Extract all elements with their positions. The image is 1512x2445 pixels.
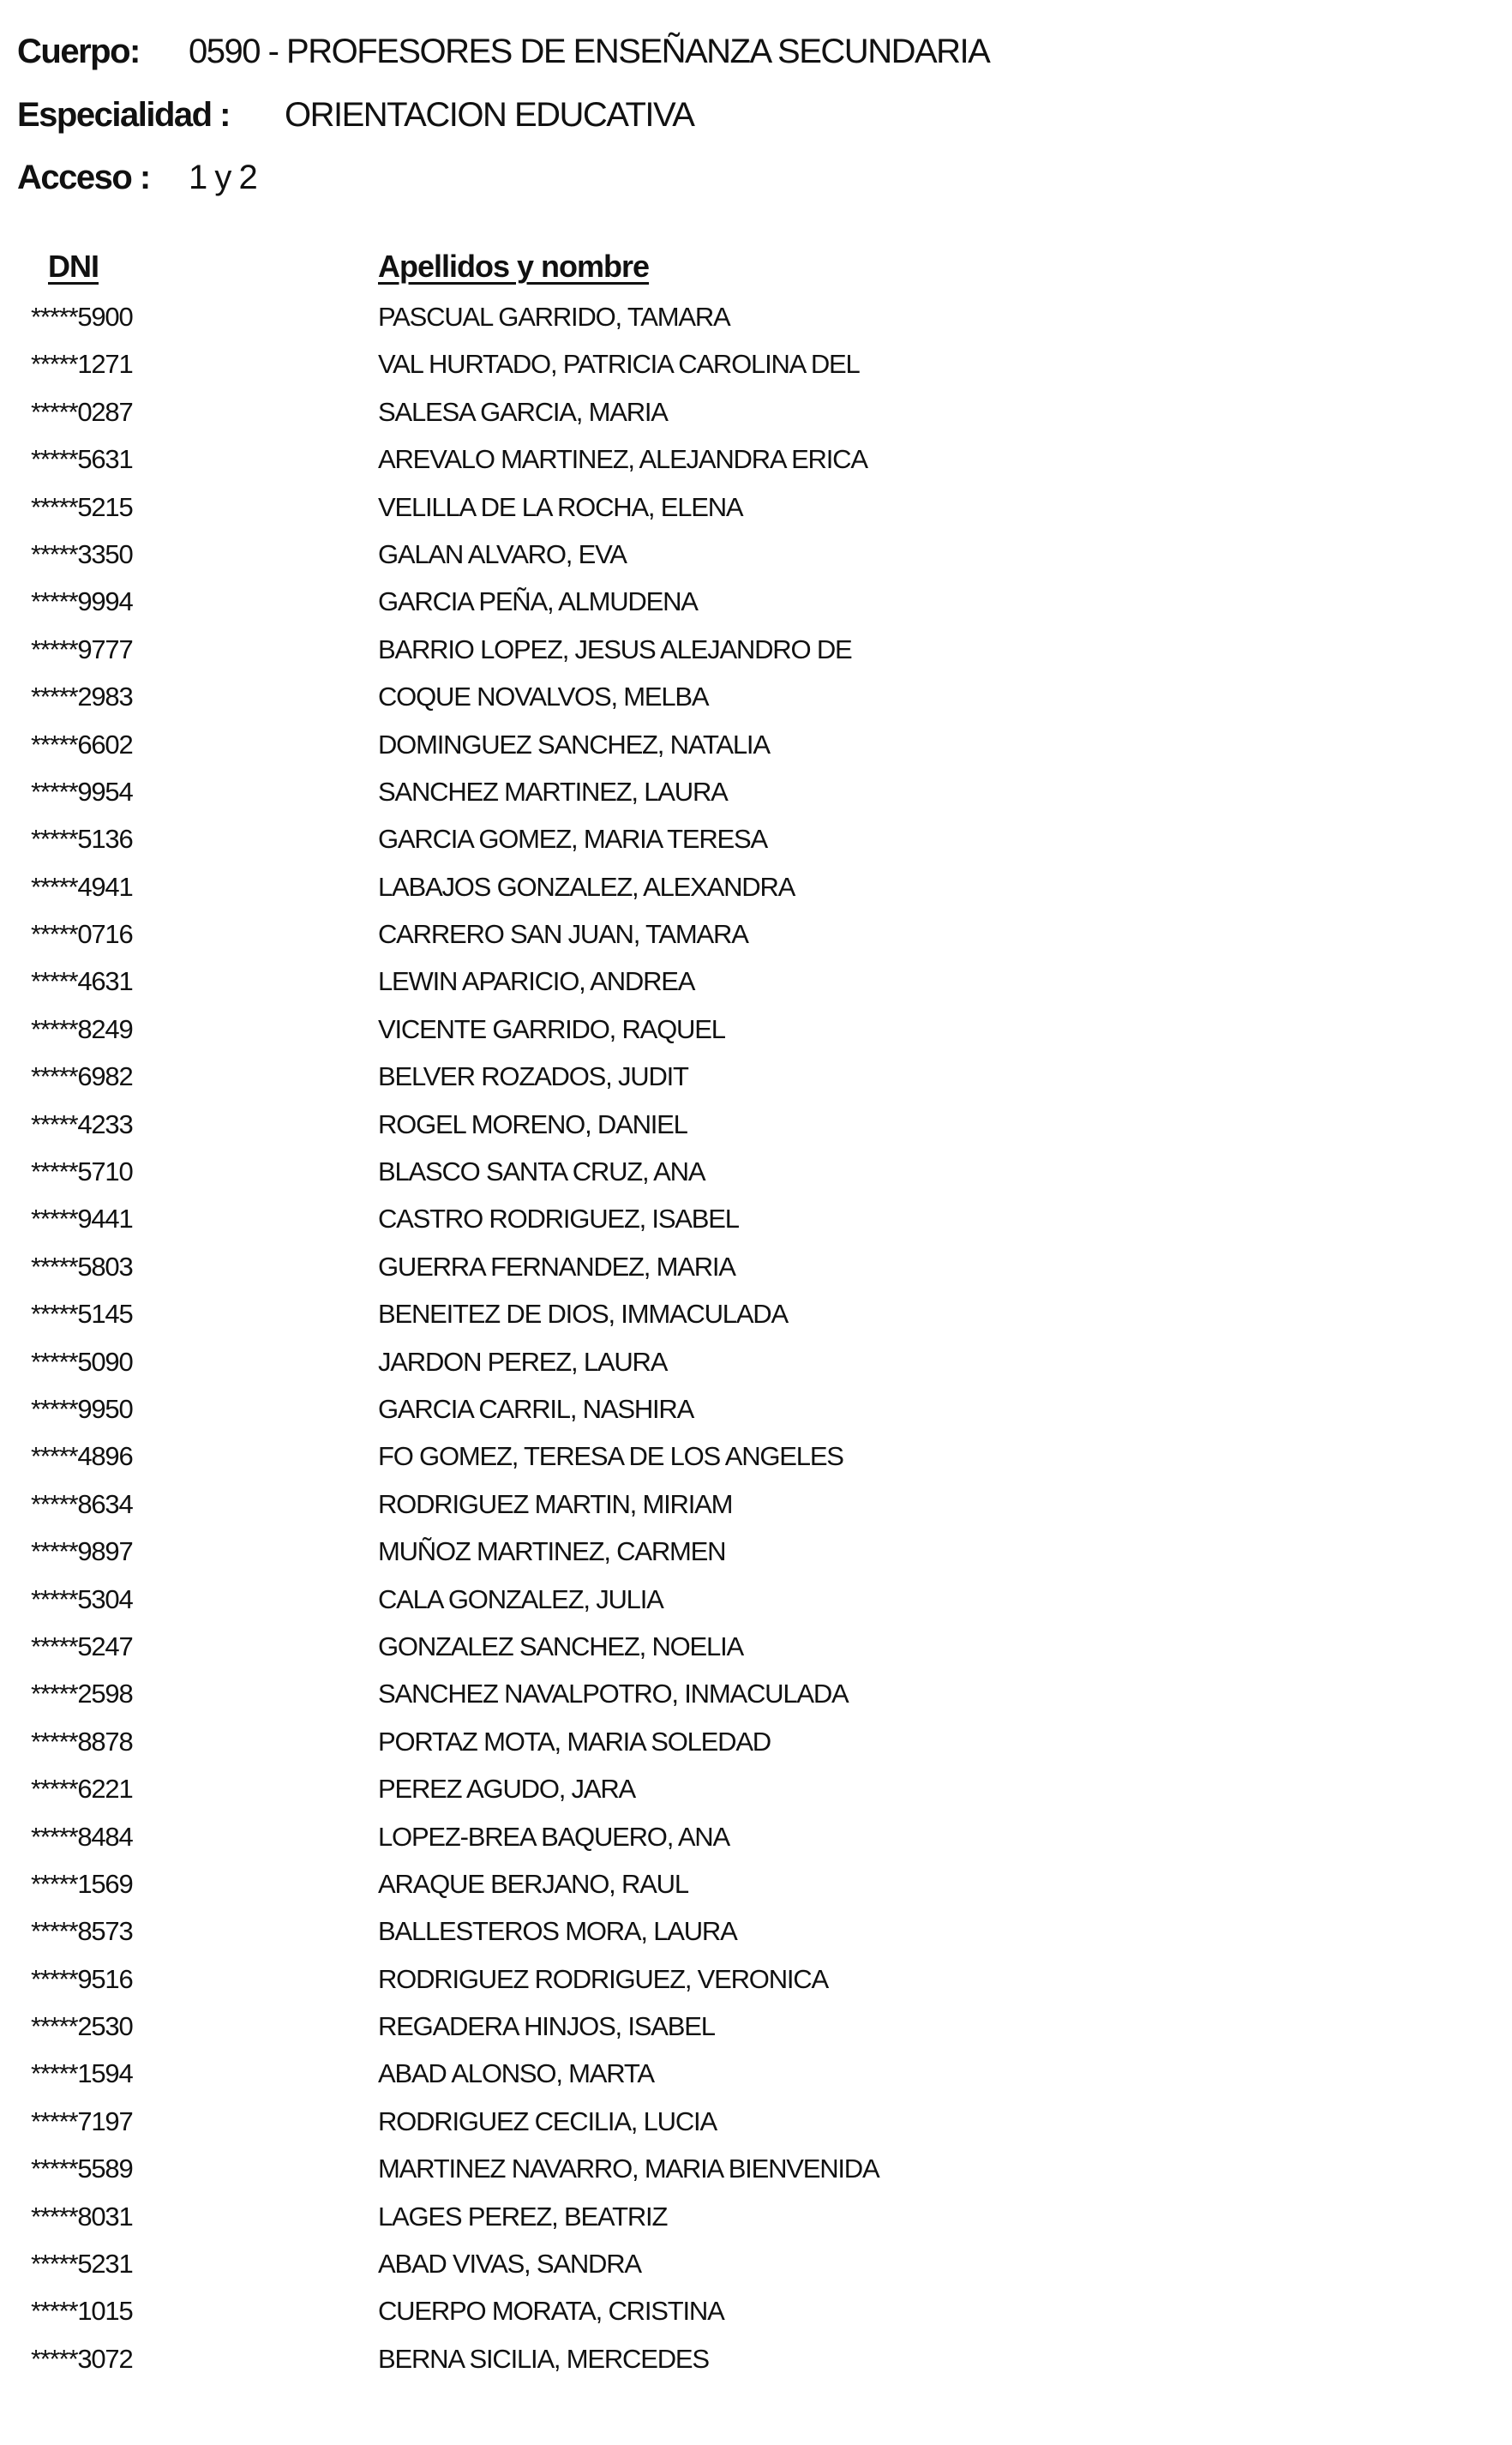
dni-cell: *****8031	[31, 2201, 133, 2232]
dni-cell: *****8634	[31, 1488, 133, 1519]
table-row	[0, 2287, 1512, 2334]
table-row	[0, 863, 1512, 910]
dni-cell: *****8573	[31, 1916, 133, 1947]
table-row	[0, 1623, 1512, 1670]
table-row	[0, 578, 1512, 625]
table-row	[0, 2050, 1512, 2097]
table-row	[0, 2145, 1512, 2192]
table-row	[0, 484, 1512, 531]
table-row	[0, 1481, 1512, 1528]
dni-cell: *****5589	[31, 2154, 133, 2184]
dni-cell: *****5136	[31, 824, 133, 855]
name-cell: BARRIO LOPEZ, JESUS ALEJANDRO DE	[378, 634, 852, 664]
name-cell: DOMINGUEZ SANCHEZ, NATALIA	[378, 729, 770, 760]
dni-cell: *****5304	[31, 1583, 133, 1614]
name-cell: RODRIGUEZ MARTIN, MIRIAM	[378, 1488, 733, 1519]
table-row	[0, 1670, 1512, 1717]
dni-cell: *****1594	[31, 2058, 133, 2089]
name-cell: ABAD VIVAS, SANDRA	[378, 2249, 641, 2280]
name-cell: JARDON PEREZ, LAURA	[378, 1346, 668, 1377]
name-cell: AREVALO MARTINEZ, ALEJANDRA ERICA	[378, 444, 867, 475]
acceso-value: 1 y 2	[189, 159, 257, 196]
dni-cell: *****0716	[31, 919, 133, 950]
name-cell: COQUE NOVALVOS, MELBA	[378, 682, 709, 712]
table-row	[0, 1290, 1512, 1337]
dni-cell: *****9516	[31, 1963, 133, 1994]
name-cell: VELILLA DE LA ROCHA, ELENA	[378, 491, 743, 522]
name-cell: ROGEL MORENO, DANIEL	[378, 1108, 687, 1139]
table-row	[0, 1433, 1512, 1480]
table-row	[0, 1243, 1512, 1290]
dni-cell: *****0287	[31, 396, 133, 427]
table-row	[0, 626, 1512, 673]
name-cell: CALA GONZALEZ, JULIA	[378, 1583, 663, 1614]
table-row	[0, 910, 1512, 958]
name-cell: SANCHEZ NAVALPOTRO, INMACULADA	[378, 1679, 849, 1709]
table-row	[0, 1765, 1512, 1812]
dni-cell: *****4233	[31, 1108, 133, 1139]
name-cell: PEREZ AGUDO, JARA	[378, 1774, 635, 1805]
dni-cell: *****9897	[31, 1536, 133, 1567]
name-cell: LEWIN APARICIO, ANDREA	[378, 966, 695, 997]
dni-cell: *****1015	[31, 2296, 133, 2327]
table-row	[0, 293, 1512, 340]
dni-cell: *****1271	[31, 349, 133, 380]
name-cell: VAL HURTADO, PATRICIA CAROLINA DEL	[378, 349, 860, 380]
table-row	[0, 1528, 1512, 1575]
dni-cell: *****7197	[31, 2106, 133, 2136]
name-cell: CASTRO RODRIGUEZ, ISABEL	[378, 1204, 739, 1235]
name-cell: PASCUAL GARRIDO, TAMARA	[378, 302, 730, 332]
dni-cell: *****5090	[31, 1346, 133, 1377]
table-row	[0, 1576, 1512, 1623]
table-row	[0, 1053, 1512, 1100]
name-cell: ABAD ALONSO, MARTA	[378, 2058, 654, 2089]
table-row	[0, 2193, 1512, 2240]
name-cell: BELVER ROZADOS, JUDIT	[378, 1061, 688, 1092]
name-cell: ARAQUE BERJANO, RAUL	[378, 1868, 688, 1899]
table-row	[0, 1148, 1512, 1195]
table-row	[0, 2335, 1512, 2382]
name-cell: BALLESTEROS MORA, LAURA	[378, 1916, 737, 1947]
dni-cell: *****5231	[31, 2249, 133, 2280]
table-row	[0, 721, 1512, 768]
dni-cell: *****1569	[31, 1868, 133, 1899]
name-cell: SALESA GARCIA, MARIA	[378, 396, 668, 427]
dni-cell: *****4941	[31, 871, 133, 902]
name-cell: LABAJOS GONZALEZ, ALEXANDRA	[378, 871, 795, 902]
dni-cell: *****9950	[31, 1393, 133, 1424]
name-cell: REGADERA HINJOS, ISABEL	[378, 2011, 715, 2042]
cuerpo-value: 0590 - PROFESORES DE ENSEÑANZA SECUNDARIA	[189, 33, 990, 70]
dni-cell: *****5247	[31, 1631, 133, 1661]
table-row	[0, 436, 1512, 483]
dni-cell: *****2598	[31, 1679, 133, 1709]
dni-cell: *****6982	[31, 1061, 133, 1092]
dni-cell: *****5900	[31, 302, 133, 332]
name-cell: LOPEZ-BREA BAQUERO, ANA	[378, 1821, 729, 1852]
table-row	[0, 1006, 1512, 1053]
table-row	[0, 768, 1512, 815]
column-header-dni: DNI	[48, 249, 99, 284]
dni-cell: *****8484	[31, 1821, 133, 1852]
name-cell: MUÑOZ MARTINEZ, CARMEN	[378, 1536, 726, 1567]
name-cell: CUERPO MORATA, CRISTINA	[378, 2296, 724, 2327]
dni-cell: *****3350	[31, 538, 133, 569]
dni-cell: *****6221	[31, 1774, 133, 1805]
dni-cell: *****5631	[31, 444, 133, 475]
name-cell: SANCHEZ MARTINEZ, LAURA	[378, 776, 728, 807]
dni-cell: *****5710	[31, 1156, 133, 1187]
table-row	[0, 2098, 1512, 2145]
table-row	[0, 1385, 1512, 1433]
dni-cell: *****4631	[31, 966, 133, 997]
name-cell: GARCIA GOMEZ, MARIA TERESA	[378, 824, 767, 855]
name-cell: RODRIGUEZ RODRIGUEZ, VERONICA	[378, 1963, 828, 1994]
cuerpo-row	[17, 33, 990, 71]
name-cell: CARRERO SAN JUAN, TAMARA	[378, 919, 748, 950]
name-cell: GARCIA CARRIL, NASHIRA	[378, 1393, 694, 1424]
candidate-list	[0, 293, 1512, 2382]
dni-cell: *****9954	[31, 776, 133, 807]
table-row	[0, 340, 1512, 387]
dni-cell: *****9441	[31, 1204, 133, 1235]
cuerpo-label: Cuerpo:	[17, 33, 140, 70]
especialidad-label: Especialidad :	[17, 96, 230, 134]
table-row	[0, 815, 1512, 862]
table-row	[0, 673, 1512, 720]
dni-cell: *****2530	[31, 2011, 133, 2042]
dni-cell: *****2983	[31, 682, 133, 712]
table-row	[0, 1338, 1512, 1385]
dni-cell: *****9994	[31, 586, 133, 617]
name-cell: VICENTE GARRIDO, RAQUEL	[378, 1013, 725, 1044]
name-cell: BLASCO SANTA CRUZ, ANA	[378, 1156, 705, 1187]
name-cell: BENEITEZ DE DIOS, IMMACULADA	[378, 1299, 788, 1330]
name-cell: PORTAZ MOTA, MARIA SOLEDAD	[378, 1726, 771, 1757]
dni-cell: *****5145	[31, 1299, 133, 1330]
name-cell: FO GOMEZ, TERESA DE LOS ANGELES	[378, 1441, 843, 1472]
dni-cell: *****5803	[31, 1251, 133, 1282]
table-row	[0, 958, 1512, 1005]
dni-cell: *****8878	[31, 1726, 133, 1757]
dni-cell: *****6602	[31, 729, 133, 760]
name-cell: GONZALEZ SANCHEZ, NOELIA	[378, 1631, 743, 1661]
name-cell: GALAN ALVARO, EVA	[378, 538, 627, 569]
acceso-row	[17, 159, 257, 197]
name-cell: LAGES PEREZ, BEATRIZ	[378, 2201, 668, 2232]
dni-cell: *****3072	[31, 2343, 133, 2374]
table-row	[0, 2003, 1512, 2050]
table-row	[0, 531, 1512, 578]
table-row	[0, 1101, 1512, 1148]
dni-cell: *****9777	[31, 634, 133, 664]
table-row	[0, 388, 1512, 436]
dni-cell: *****5215	[31, 491, 133, 522]
especialidad-row	[17, 96, 694, 135]
table-row	[0, 1860, 1512, 1907]
table-row	[0, 1955, 1512, 2003]
column-header-name: Apellidos y nombre	[378, 249, 650, 284]
table-row	[0, 1813, 1512, 1860]
name-cell: GUERRA FERNANDEZ, MARIA	[378, 1251, 735, 1282]
name-cell: GARCIA PEÑA, ALMUDENA	[378, 586, 698, 617]
especialidad-value: ORIENTACION EDUCATIVA	[285, 96, 694, 134]
dni-cell: *****8249	[31, 1013, 133, 1044]
name-cell: MARTINEZ NAVARRO, MARIA BIENVENIDA	[378, 2154, 879, 2184]
table-row	[0, 1195, 1512, 1242]
dni-cell: *****4896	[31, 1441, 133, 1472]
name-cell: BERNA SICILIA, MERCEDES	[378, 2343, 709, 2374]
table-row	[0, 2240, 1512, 2287]
name-cell: RODRIGUEZ CECILIA, LUCIA	[378, 2106, 717, 2136]
acceso-label: Acceso :	[17, 159, 150, 196]
table-row	[0, 1907, 1512, 1955]
table-row	[0, 1718, 1512, 1765]
